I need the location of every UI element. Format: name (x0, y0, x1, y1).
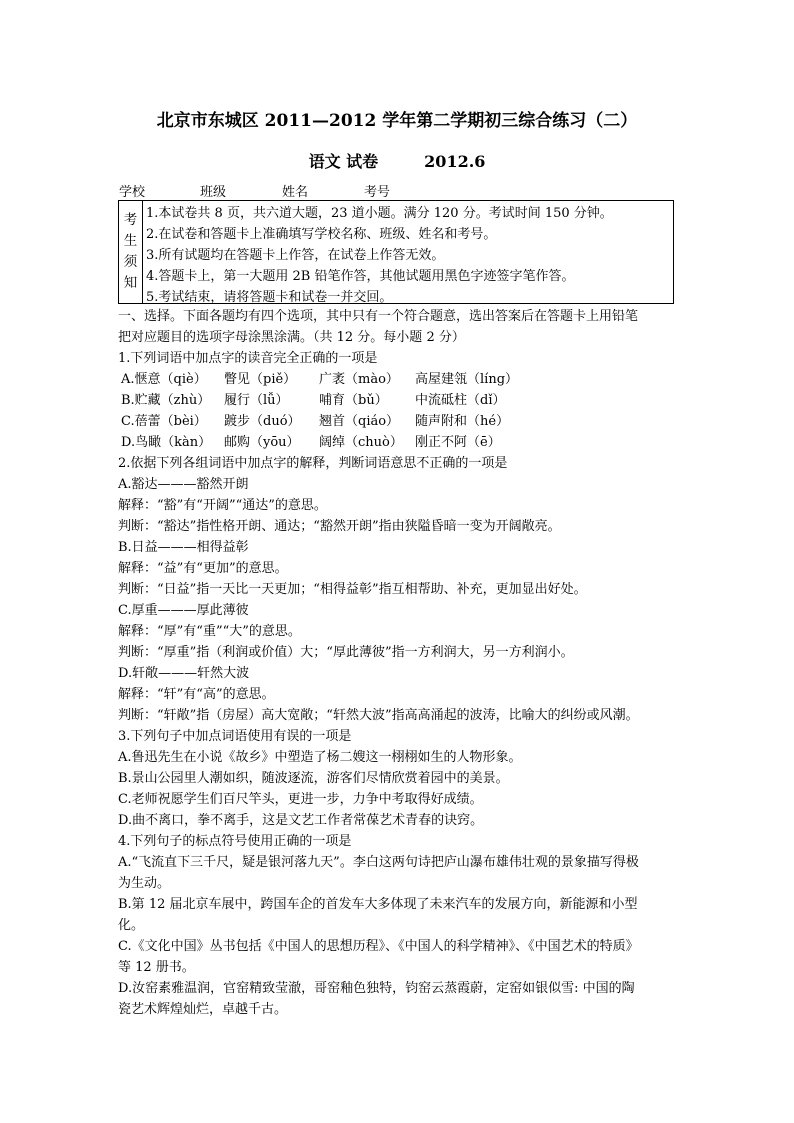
question-2-line: 解释：“轩”有“高”的意思。 (118, 687, 275, 702)
question-2-line: 判断：“日益”指一天比一天更加；“相得益彰”指互相帮助、补充，更加显出好处。 (118, 582, 587, 597)
section-intro-line: 把对应题目的选项字母涂黑涂满。（共 12 分。每小题 2 分） (118, 330, 465, 345)
question-2-line: D.轩敞———轩然大波 (118, 666, 250, 681)
question-2-line: C.厚重———厚此薄彼 (118, 603, 249, 618)
question-4-line: A.“飞流直下三千尺，疑是银河落九天”。李白这两句诗把庐山瀑布雄伟壮观的景象描写得极 (118, 855, 639, 870)
notice-heading-char: 知 (123, 275, 138, 291)
question-1-option-a (118, 369, 678, 390)
question-2-line: A.豁达———豁然开朗 (118, 477, 249, 492)
question-2-stem: 2.依据下列各组词语中加点字的解释，判断词语意思不正确的一项是 (118, 456, 508, 471)
question-4-line: B.第 12 届北京车展中，跨国车企的首发车大多体现了未来汽车的发展方向，新能源和小型 (118, 897, 638, 912)
question-3-line: A.鲁迅先生在小说《故乡》中塑造了杨二嫂这一栩栩如生的人物形象。 (118, 750, 522, 765)
info-exam-number: 考号 (364, 185, 391, 200)
question-3-line: D.曲不离口，拳不离手，这是文艺工作者常葆艺术青春的诀窍。 (118, 813, 484, 828)
option-word: 中流砥柱（dǐ） (415, 393, 506, 408)
option-word: 刚正不阿（ē） (415, 435, 501, 450)
option-word: 履行（lǚ） (224, 393, 289, 408)
question-4-line: 化。 (118, 918, 145, 933)
question-2-line: 解释：“厚”有“重”“大”的意思。 (118, 624, 301, 639)
notice-list (146, 203, 671, 308)
question-4-line: 等 12 册书。 (118, 960, 195, 975)
option-word: 邮购（yōu） (224, 435, 300, 450)
candidate-notice-box (118, 200, 674, 304)
question-4-stem: 4.下列句子的标点符号使用正确的一项是 (118, 834, 352, 849)
notice-heading-char: 考 (123, 212, 138, 228)
info-class: 班级 (200, 185, 227, 200)
option-word: C.蓓蕾（bèi） (121, 414, 207, 429)
notice-heading-char: 生 (123, 233, 138, 249)
notice-item: 3.所有试题均在答题卡上作答，在试卷上作答无效。 (146, 248, 445, 263)
question-4-line: 瓷艺术辉煌灿烂，卓越千古。 (118, 1002, 288, 1017)
question-3-line: B.景山公园里人潮如织，随波逐流，游客们尽情欣赏着园中的美景。 (118, 771, 509, 786)
question-1-option-b (118, 390, 678, 411)
exam-body (118, 306, 678, 1020)
question-3-line: C.老师祝愿学生们百尺竿头，更进一步，力争中考取得好成绩。 (118, 792, 483, 807)
option-word: B.贮藏（zhù） (121, 393, 211, 408)
info-name: 姓名 (282, 185, 309, 200)
option-word: D.鸟瞰（kàn） (121, 435, 212, 450)
question-1-stem: 1.下列词语中加点字的读音完全正确的一项是 (118, 351, 378, 366)
question-1-option-c (118, 411, 678, 432)
option-word: 高屋建瓴（líng） (415, 372, 519, 387)
question-2-line: 判断：“豁达”指性格开朗、通达；“豁然开朗”指由狭隘昏暗一变为开阔敞亮。 (118, 519, 561, 534)
option-word: 阔绰（chuò） (319, 435, 403, 450)
question-4-line: 为生动。 (118, 876, 171, 891)
option-word: 随声附和（hé） (415, 414, 510, 429)
notice-heading-char: 须 (123, 254, 138, 270)
question-2-line: B.日益———相得益彰 (118, 540, 249, 555)
option-word: A.惬意（qiè） (121, 372, 207, 387)
notice-item: 2.在试卷和答题卡上准确填写学校名称、班级、姓名和考号。 (146, 227, 497, 242)
question-4-line: C.《文化中国》丛书包括《中国人的思想历程》、《中国人的科学精神》、《中国艺术的特质》 (118, 939, 639, 954)
question-2-line: 判断：“轩敞”指（房屋）高大宽敞；“轩然大波”指高高涌起的波涛，比喻大的纠纷或风潮。 (118, 708, 639, 723)
option-word: 哺育（bǔ） (319, 393, 388, 408)
exam-date: 2012.6 (424, 152, 486, 171)
notice-item: 1.本试卷共 8 页，共六道大题，23 道小题。满分 120 分。考试时间 150 分钟。 (146, 206, 613, 221)
page-title: 北京市东城区 2011—2012 学年第二学期初三综合练习（二） (156, 111, 638, 131)
option-word: 翘首（qiáo） (319, 414, 400, 429)
option-word: 瞥见（piě） (224, 372, 297, 387)
page-subtitle (0, 149, 794, 172)
question-2-line: 解释：“豁”有“开阔”“通达”的意思。 (118, 498, 327, 513)
question-4-line: D.汝窑素雅温润，官窑精致莹澈，哥窑釉色独特，钧窑云蒸霞蔚，定窑如银似雪: 中国的陶 (118, 981, 635, 996)
notice-item: 4.答题卡上，第一大题用 2B 铅笔作答，其他试题用黑色字迹签字笔作答。 (146, 269, 575, 284)
subject-label: 语文 试卷 (308, 152, 379, 171)
info-school: 学校 (119, 185, 146, 200)
notice-item: 5.考试结束，请将答题卡和试卷一并交回。 (146, 290, 393, 305)
option-word: 踱步（duó） (224, 414, 301, 429)
question-3-stem: 3.下列句子中加点词语使用有误的一项是 (118, 729, 352, 744)
option-word: 广袤（mào） (319, 372, 399, 387)
question-1-option-d (118, 432, 678, 453)
question-2-line: 判断：“厚重”指（利润或价值）大；“厚此薄彼”指一方利润大，另一方利润小。 (118, 645, 574, 660)
section-intro-line: 一、选择。下面各题均有四个选项，其中只有一个符合题意，选出答案后在答题卡上用铅笔 (118, 309, 639, 324)
question-2-line: 解释：“益”有“更加”的意思。 (118, 561, 288, 576)
notice-heading (119, 201, 143, 303)
